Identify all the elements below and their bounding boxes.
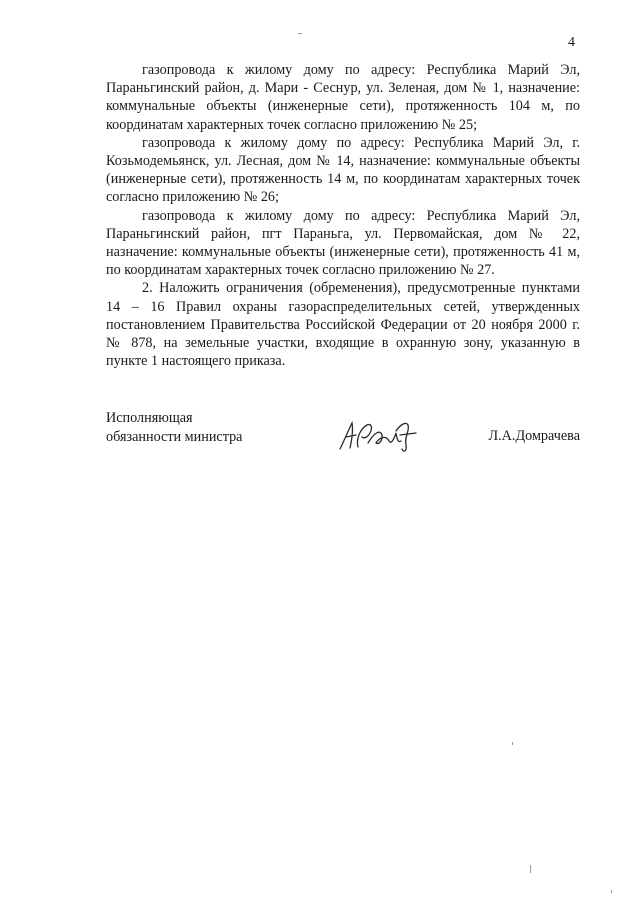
signer-role-line-1: Исполняющая	[106, 410, 193, 426]
handwritten-signature	[334, 415, 424, 455]
paragraph-gas-pipeline-annex-27: газопровода к жилому дому по адресу: Республика Марий Эл, Параньгинский район, пгт Параньга, ул. Первомайская, дом № 22, назначение: коммунальные объекты (инженерные сети), протяженность 41 м, по координатам характерных точек согласно приложению № 27.	[106, 207, 580, 279]
signer-name: Л.А.Домрачева	[488, 428, 580, 444]
document-body	[106, 61, 580, 370]
paragraph-gas-pipeline-annex-26: газопровода к жилому дому по адресу: Республика Марий Эл, г. Козьмодемьянск, ул. Лесная, дом № 14, назначение: коммунальные объекты (инженерные сети), протяженность 14 м, по координатам характерных точек согласно приложению № 26;	[106, 134, 580, 206]
signer-role-line-2: обязанности министра	[106, 428, 243, 445]
paragraph-gas-pipeline-annex-25: газопровода к жилому дому по адресу: Республика Марий Эл, Параньгинский район, д. Мари - Сеснур, ул. Зеленая, дом № 1, назначение: коммунальные объекты (инженерные сети), протяженность 104 м, по координатам характерных точек согласно приложению № 25;	[106, 62, 580, 133]
scan-speck	[298, 33, 302, 34]
paragraph-restrictions-item-2: 2. Наложить ограничения (обременения), предусмотренные пунктами 14 – 16 Правил охраны газораспределительных сетей, утвержденных постановлением Правительства Российской Федерации от 20 ноября 2000 г. № 878, на земельные участки, входящие в охранную зону, указанную в пункте 1 настоящего приказа.	[106, 280, 580, 370]
scan-speck	[611, 890, 612, 893]
signer-role	[106, 409, 306, 446]
scan-speck	[512, 742, 513, 745]
scan-speck	[530, 865, 531, 873]
page-number: 4	[568, 35, 575, 50]
signature-block	[106, 409, 580, 457]
